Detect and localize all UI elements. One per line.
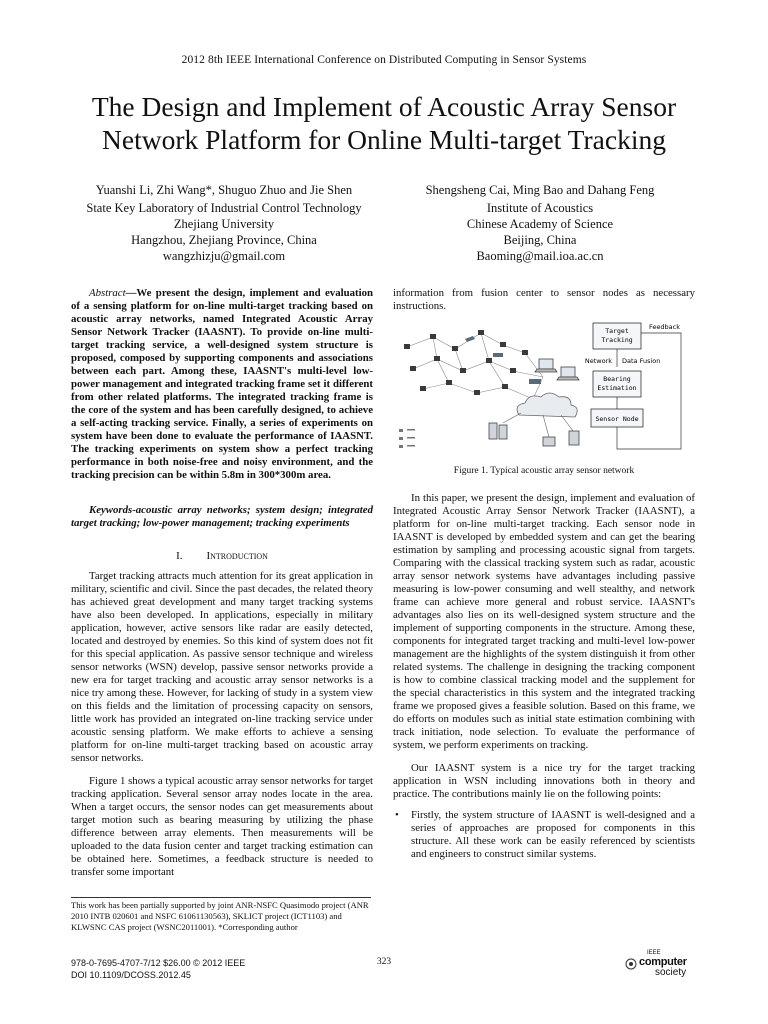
- logo-mark-icon: [625, 958, 637, 970]
- list-item: [393, 809, 695, 861]
- figure-caption: Figure 1. Typical acoustic array sensor network: [453, 466, 635, 476]
- paragraph: information from fusion center to sensor nodes as necessary instructions.: [393, 287, 695, 312]
- author-block-right: [380, 182, 700, 264]
- network-label: Network: [584, 357, 612, 365]
- author-institution: Zhejiang University: [173, 217, 275, 231]
- author-affiliation: Institute of Acoustics: [486, 201, 594, 215]
- server-links: [503, 413, 573, 437]
- paragraph: In this paper, we present the design, implement and evaluation of Integrated Acoustic Array Sensor Network Tracker (IAASNT), a platform for on-line multi-target tracking. Each sensor node in IAASNT is developed by embedded system and can get the bearing estimation by sampling and processing acoustic signal from targets. Comparing with the classical tracking system such as radar, acoustic array sensor network systems have advantages including passive measuring is low-power consuming and well stealthy, and network frame can achieve more general and robust service. IAASNT's advantages also lies on its well-designed system structure and the implement of supporting components in the structure. Among these, components for integrated target tracking and multi-level low-power management are the highlights of the system distinguish it from other related systems. The challenge in designing the tracking component is how to combine classical tracking model and the supplement for the special characteristics in this system and the integrated tracking frame we proposed gives a feasible solution. Based on this frame, we do efforts on modules such as initial state estimation combining with track initiation, node selection. To evaluate the performance of system, we perform experiments on tracking.: [393, 492, 695, 751]
- legend-marks: [399, 429, 415, 448]
- author-location: Hangzhou, Zhejiang Province, China: [131, 233, 317, 247]
- title-line-2: Network Platform for Online Multi-target Tracking: [102, 124, 666, 155]
- target-tracking-label-1: Target: [605, 327, 629, 335]
- sensor-node-label: Sensor Node: [595, 415, 639, 423]
- cloud-icon: [517, 393, 577, 417]
- author-affiliation: State Key Laboratory of Industrial Control Technology: [86, 201, 362, 215]
- bearing-label-2: Estimation: [597, 384, 637, 392]
- data-fusion-label: Data Fusion: [622, 357, 661, 365]
- author-email: Baoming@mail.ioa.ac.cn: [476, 249, 604, 263]
- logo-ieee-text: IEEE: [647, 950, 661, 956]
- logo-society-text: society: [655, 967, 687, 978]
- isbn-line: 978-0-7695-4707-7/12 $26.00 © 2012 IEEE: [71, 958, 246, 968]
- paragraph: Figure 1 shows a typical acoustic array sensor networks for target tracking application. Several sensor array nodes locate in the area. When a target occurs, the sensor nodes can get measurements about target motion such as bearing measuring by utilizing the phase difference between array elements. Then measurements will be uploaded to the data fusion center and target tracking estimation can be obtained here. Sometimes, a feedback structure is needed to transfer some important: [71, 775, 373, 878]
- right-column: [393, 287, 695, 861]
- doi-line: DOI 10.1109/DCOSS.2012.45: [71, 970, 191, 980]
- keywords: Keywords-acoustic array networks; system design; integrated target tracking; low-power management; tracking experiments: [71, 504, 373, 529]
- feedback-label: Feedback: [649, 323, 680, 331]
- ieee-computer-society-logo: [625, 950, 715, 980]
- network-diagram: [393, 319, 695, 459]
- left-column: [71, 287, 373, 879]
- list-item-text: Firstly, the system structure of IAASNT is well-designed and a series of approaches are proposed for components in this structure. All these work can be easily referenced by scientists and engineers to construct similar systems.: [411, 809, 695, 860]
- network-links: [407, 333, 543, 399]
- paper-title: [40, 90, 728, 156]
- paragraph: Target tracking attracts much attention for its great application in military, scientific and civil. Since the past decades, the related theory has achieved great development and many target tracking systems have also been developed. In applications, especially in military application, however, active sensors like radar are easily detected, located and destroyed by enemies. So this kind of system does not fit for this special application. As passive sensor technique and wireless sensor networks (WSN) develop, passive sensor networks provide a new era for target tracking and acoustic array sensor networks is a nice try among these. However, for lacking of study in a system view on this fields and the limitation of processing capacity on sensors, little work has provided an integrated on-line tracking service under acoustic sensing platform. We make efforts to achieve a sensing platform for on-line multi-target tracking based on acoustic array sensor networks.: [71, 570, 373, 764]
- author-institution: Chinese Academy of Science: [466, 217, 614, 231]
- abstract-label: Abstract: [89, 287, 126, 299]
- page-number: 323: [376, 957, 392, 967]
- author-email: wangzhizju@gmail.com: [162, 249, 286, 263]
- target-tracking-label-2: Tracking: [601, 336, 633, 344]
- abstract-text: —We present the design, implement and evaluation of a sensing platform for on-line multi-target tracking based on acoustic array networks, named Integrated Acoustic Array Sensor Network Tracker (IAASNT). To provide on-line multi-target tracking service, a well-designed system structure is proposed, composed by supporting components and associations between each part. Among these, IAASNT's multi-level low-power management and integrated tracking frame set it different from other related platforms. The integrated tracking frame is the core of the system and has been carefully designed, to achieve a self-acting tracking service. Finally, a series of experiments on system have been done to evaluate the performance of IAASNT. The tracking experiments on system show a perfect tracking performance in both noise-free and noisy environment, and the tracking precision can be within 5.8m in 300*300m area.: [71, 287, 373, 481]
- figure-1: [393, 319, 695, 459]
- block-diagram: [585, 323, 681, 449]
- logo-computer-text: computer: [639, 956, 687, 968]
- author-location: Beijing, China: [503, 233, 577, 247]
- paragraph: Our IAASNT system is a nice try for the target tracking application in WSN including innovations both in theory and practice. The contributions mainly lie on the following points:: [393, 762, 695, 800]
- author-names: Yuanshi Li, Zhi Wang*, Shuguo Zhuo and Jie Shen: [95, 183, 353, 197]
- section-number: I.: [176, 550, 183, 562]
- author-names: Shengsheng Cai, Ming Bao and Dahang Feng: [425, 183, 655, 197]
- section-title: Introduction: [206, 550, 268, 562]
- bullet-icon: •: [395, 809, 399, 821]
- conference-header: 2012 8th IEEE International Conference on Distributed Computing in Sensor Systems: [181, 54, 587, 66]
- section-heading: [71, 550, 373, 563]
- footnote: This work has been partially supported by joint ANR-NSFC Quasimodo project (ANR 2010 INTB 020601 and NSFC 61061130563), SKLICT project (ICT1103) and KLWSNC CAS project (WSNC2011001). *Corresponding author: [71, 900, 369, 932]
- abstract: [71, 287, 373, 482]
- author-block-left: [64, 182, 384, 264]
- title-line-1: The Design and Implement of Acoustic Array Sensor: [91, 91, 677, 122]
- bearing-label-1: Bearing: [603, 375, 631, 383]
- footnote-divider: [71, 897, 371, 898]
- contribution-list: [393, 809, 695, 861]
- server-icons: [489, 423, 579, 446]
